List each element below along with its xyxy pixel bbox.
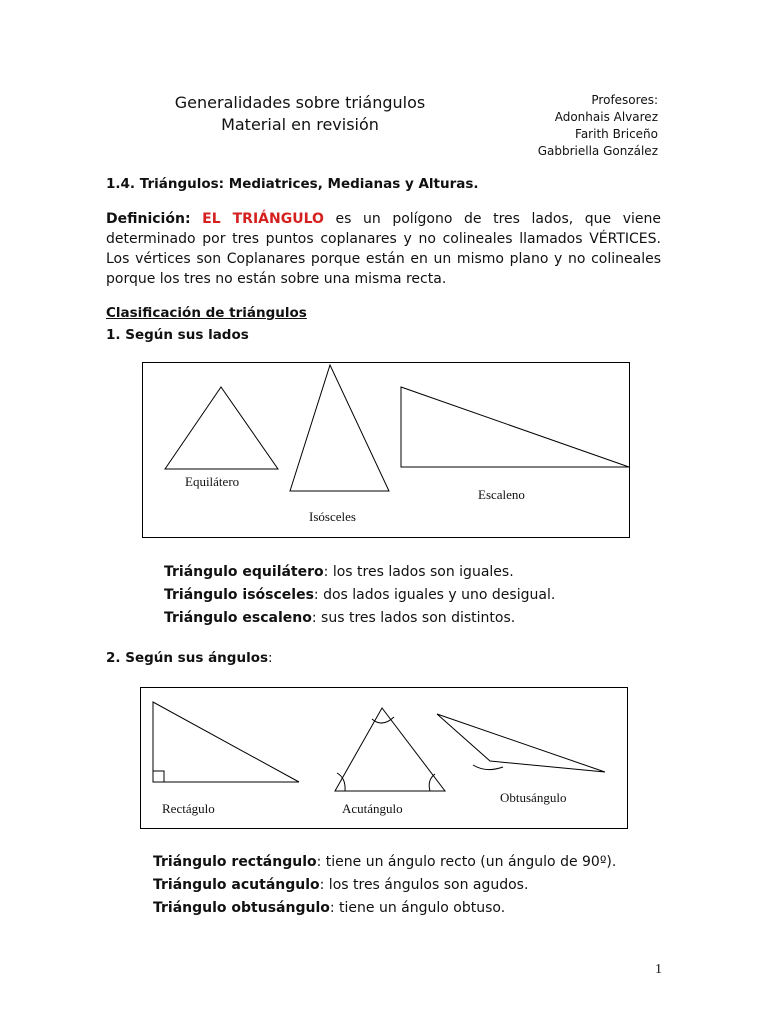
sides-definitions bbox=[164, 561, 555, 630]
right-triangle bbox=[153, 702, 299, 782]
professor-name: Adonhais Alvarez bbox=[554, 110, 658, 124]
definition-term: EL TRIÁNGULO bbox=[202, 211, 324, 227]
definition-item: Triángulo escaleno: sus tres lados son distintos. bbox=[164, 610, 516, 626]
classification-heading: Clasificación de triángulos bbox=[106, 305, 307, 321]
definition-text: es un polígono de tres lados, que viene determinado por tres puntos coplanares y no colineales llamados VÉRTICES. Los vértices son Coplanares porque están en un mismo plano y no colineales porque los tres no están sobre una misma recta. bbox=[106, 211, 662, 287]
obtuse-label: Obtusángulo bbox=[500, 790, 567, 805]
professor-name: Gabbriella González bbox=[537, 144, 658, 158]
section-title: 1.4. Triángulos: Mediatrices, Medianas y Alturas. bbox=[106, 176, 479, 192]
professors-label: Profesores: bbox=[591, 93, 658, 107]
isosceles-label: Isósceles bbox=[309, 509, 356, 524]
by-sides-heading: 1. Según sus lados bbox=[106, 327, 249, 343]
isosceles-triangle bbox=[290, 365, 389, 491]
definition-label: Definición: bbox=[106, 211, 191, 227]
obtuse-triangle bbox=[437, 714, 605, 772]
equilateral-triangle bbox=[165, 387, 278, 469]
obtuse-angle-arc bbox=[473, 765, 503, 770]
angles-definitions bbox=[153, 851, 616, 920]
scalene-label: Escaleno bbox=[478, 487, 525, 502]
document-title bbox=[140, 92, 460, 136]
angles-figure bbox=[140, 687, 628, 829]
by-angles-heading: 2. Según sus ángulos: bbox=[106, 650, 273, 666]
title-line-2: Material en revisión bbox=[221, 115, 379, 134]
definition-paragraph bbox=[106, 209, 661, 289]
page-number: 1 bbox=[655, 962, 662, 977]
scalene-triangle bbox=[401, 387, 629, 467]
equilateral-label: Equilátero bbox=[185, 474, 240, 489]
definition-item: Triángulo equilátero: los tres lados son iguales. bbox=[164, 564, 514, 580]
title-line-1: Generalidades sobre triángulos bbox=[174, 93, 426, 112]
sides-triangles-svg bbox=[143, 363, 631, 539]
acute-label: Acutángulo bbox=[342, 801, 403, 816]
definition-item: Triángulo acutángulo: los tres ángulos son agudos. bbox=[153, 877, 529, 893]
sides-figure bbox=[142, 362, 630, 538]
professors-block bbox=[538, 92, 658, 160]
professor-name: Farith Briceño bbox=[575, 127, 658, 141]
definition-item: Triángulo obtusángulo: tiene un ángulo obtuso. bbox=[153, 900, 506, 916]
definition-item: Triángulo rectángulo: tiene un ángulo recto (un ángulo de 90º). bbox=[153, 854, 617, 870]
right-angle-mark bbox=[153, 771, 164, 782]
right-label: Rectágulo bbox=[162, 801, 215, 816]
definition-item: Triángulo isósceles: dos lados iguales y uno desigual. bbox=[164, 587, 556, 603]
